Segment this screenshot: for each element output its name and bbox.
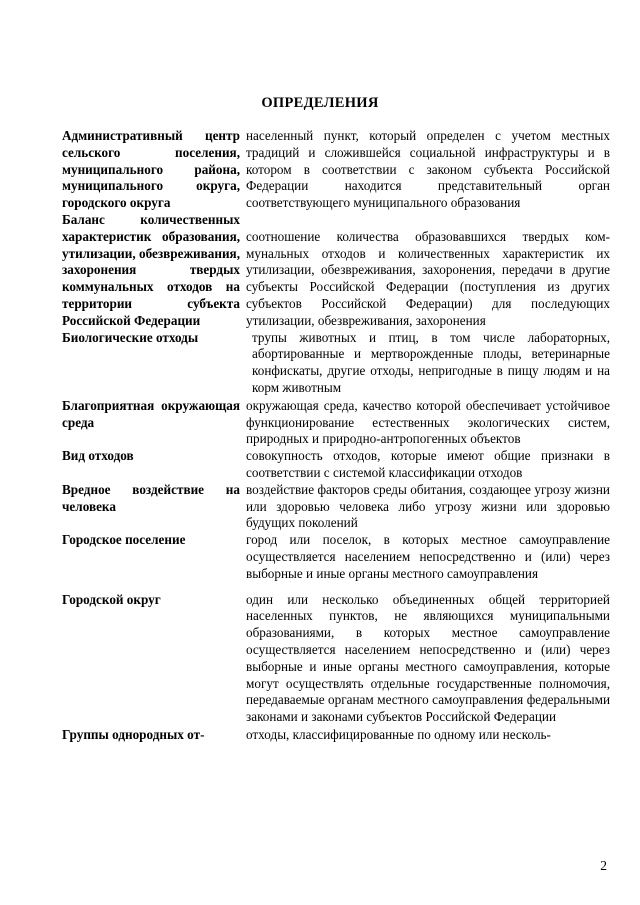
definition-term: Городское поселение (62, 532, 186, 548)
definition-row (62, 128, 610, 212)
definition-term: Группы однородных от- (62, 726, 205, 742)
definition-row (62, 330, 610, 397)
definition-term: Вредное воздействие на человека (62, 481, 240, 514)
definition-text: населенный пункт, который определен с учетом местных традиций и сложившейся социальной инфраструктуры и в котором в соответствии с законом субъекта Российской Федерации находится представительный орган соответствующего муниципального образования (246, 128, 610, 211)
definition-term: Баланс количественных характеристик образования, утилизации, обезвреживания, захоронения твердых коммунальных отходов на территории субъекта Российской Федерации (62, 211, 240, 328)
definition-text: воздействие факторов среды обитания, создающее угрозу жизни или здоровью человека либо угрозу жизни или здоровью будущих поколений (246, 481, 610, 531)
definition-term: Благоприятная окружающая среда (62, 397, 240, 430)
definition-row (62, 482, 610, 532)
definition-term: Городской округ (62, 591, 161, 607)
definition-row (62, 398, 610, 448)
definition-text: трупы животных и птиц, в том числе лабораторных, абортированные и мертворожденные плоды, ветеринарные конфискаты, другие отходы, непригодные в пищу людям и на корм животным (252, 329, 610, 395)
definition-text: соотношение количества образовавшихся твердых коммунальных отходов и количественных характеристик их утилизации, обезвреживания, захоронения, передачи в другие субъекты Российской Федерации (поступления из других субъектов Российской Федерации) для последующих утилизации, обезвреживания, захоронения (246, 228, 610, 328)
page-title: ОПРЕДЕЛЕНИЯ (261, 95, 379, 111)
definition-text: один или несколько объединенных общей территорией населенных пунктов, не являющихся муниципальными образованиями, в которых местное самоуправление осуществляется населением непосредственно и (или) через выборные и иные органы местного самоуправления, которые могут осуществлять отдельные государственные полномочия, передаваемые органам местного самоуправления федеральными законами и законами субъектов Российской Федерации (246, 591, 610, 725)
definition-text: город или поселок, в которых местное самоуправление осуществляется населением непосредственно и (или) через выборные и иные органы местного самоуправления (246, 532, 610, 581)
definition-term: Биологические отходы (62, 329, 199, 345)
definition-row (62, 212, 610, 330)
definition-row (62, 592, 610, 726)
definition-row (62, 727, 610, 744)
definition-term: Административный центр сельского поселения, муниципального района, муниципального округа, городского округа (62, 128, 240, 211)
definition-term: Вид отходов (62, 448, 134, 464)
definition-text: отходы, классифицированные по одному или несколь- (246, 726, 551, 742)
page-number: 2 (600, 858, 607, 873)
definition-row (62, 532, 610, 582)
definition-text: окружающая среда, качество которой обеспечивает устойчивое функционирование естественных экологических систем, природных и природно-антропогенных объектов (246, 397, 610, 447)
definition-row (62, 448, 610, 482)
definition-text: совокупность отходов, которые имеют общие признаки в соответствии с системой классификации отходов (246, 448, 610, 480)
definitions-list (62, 128, 610, 744)
